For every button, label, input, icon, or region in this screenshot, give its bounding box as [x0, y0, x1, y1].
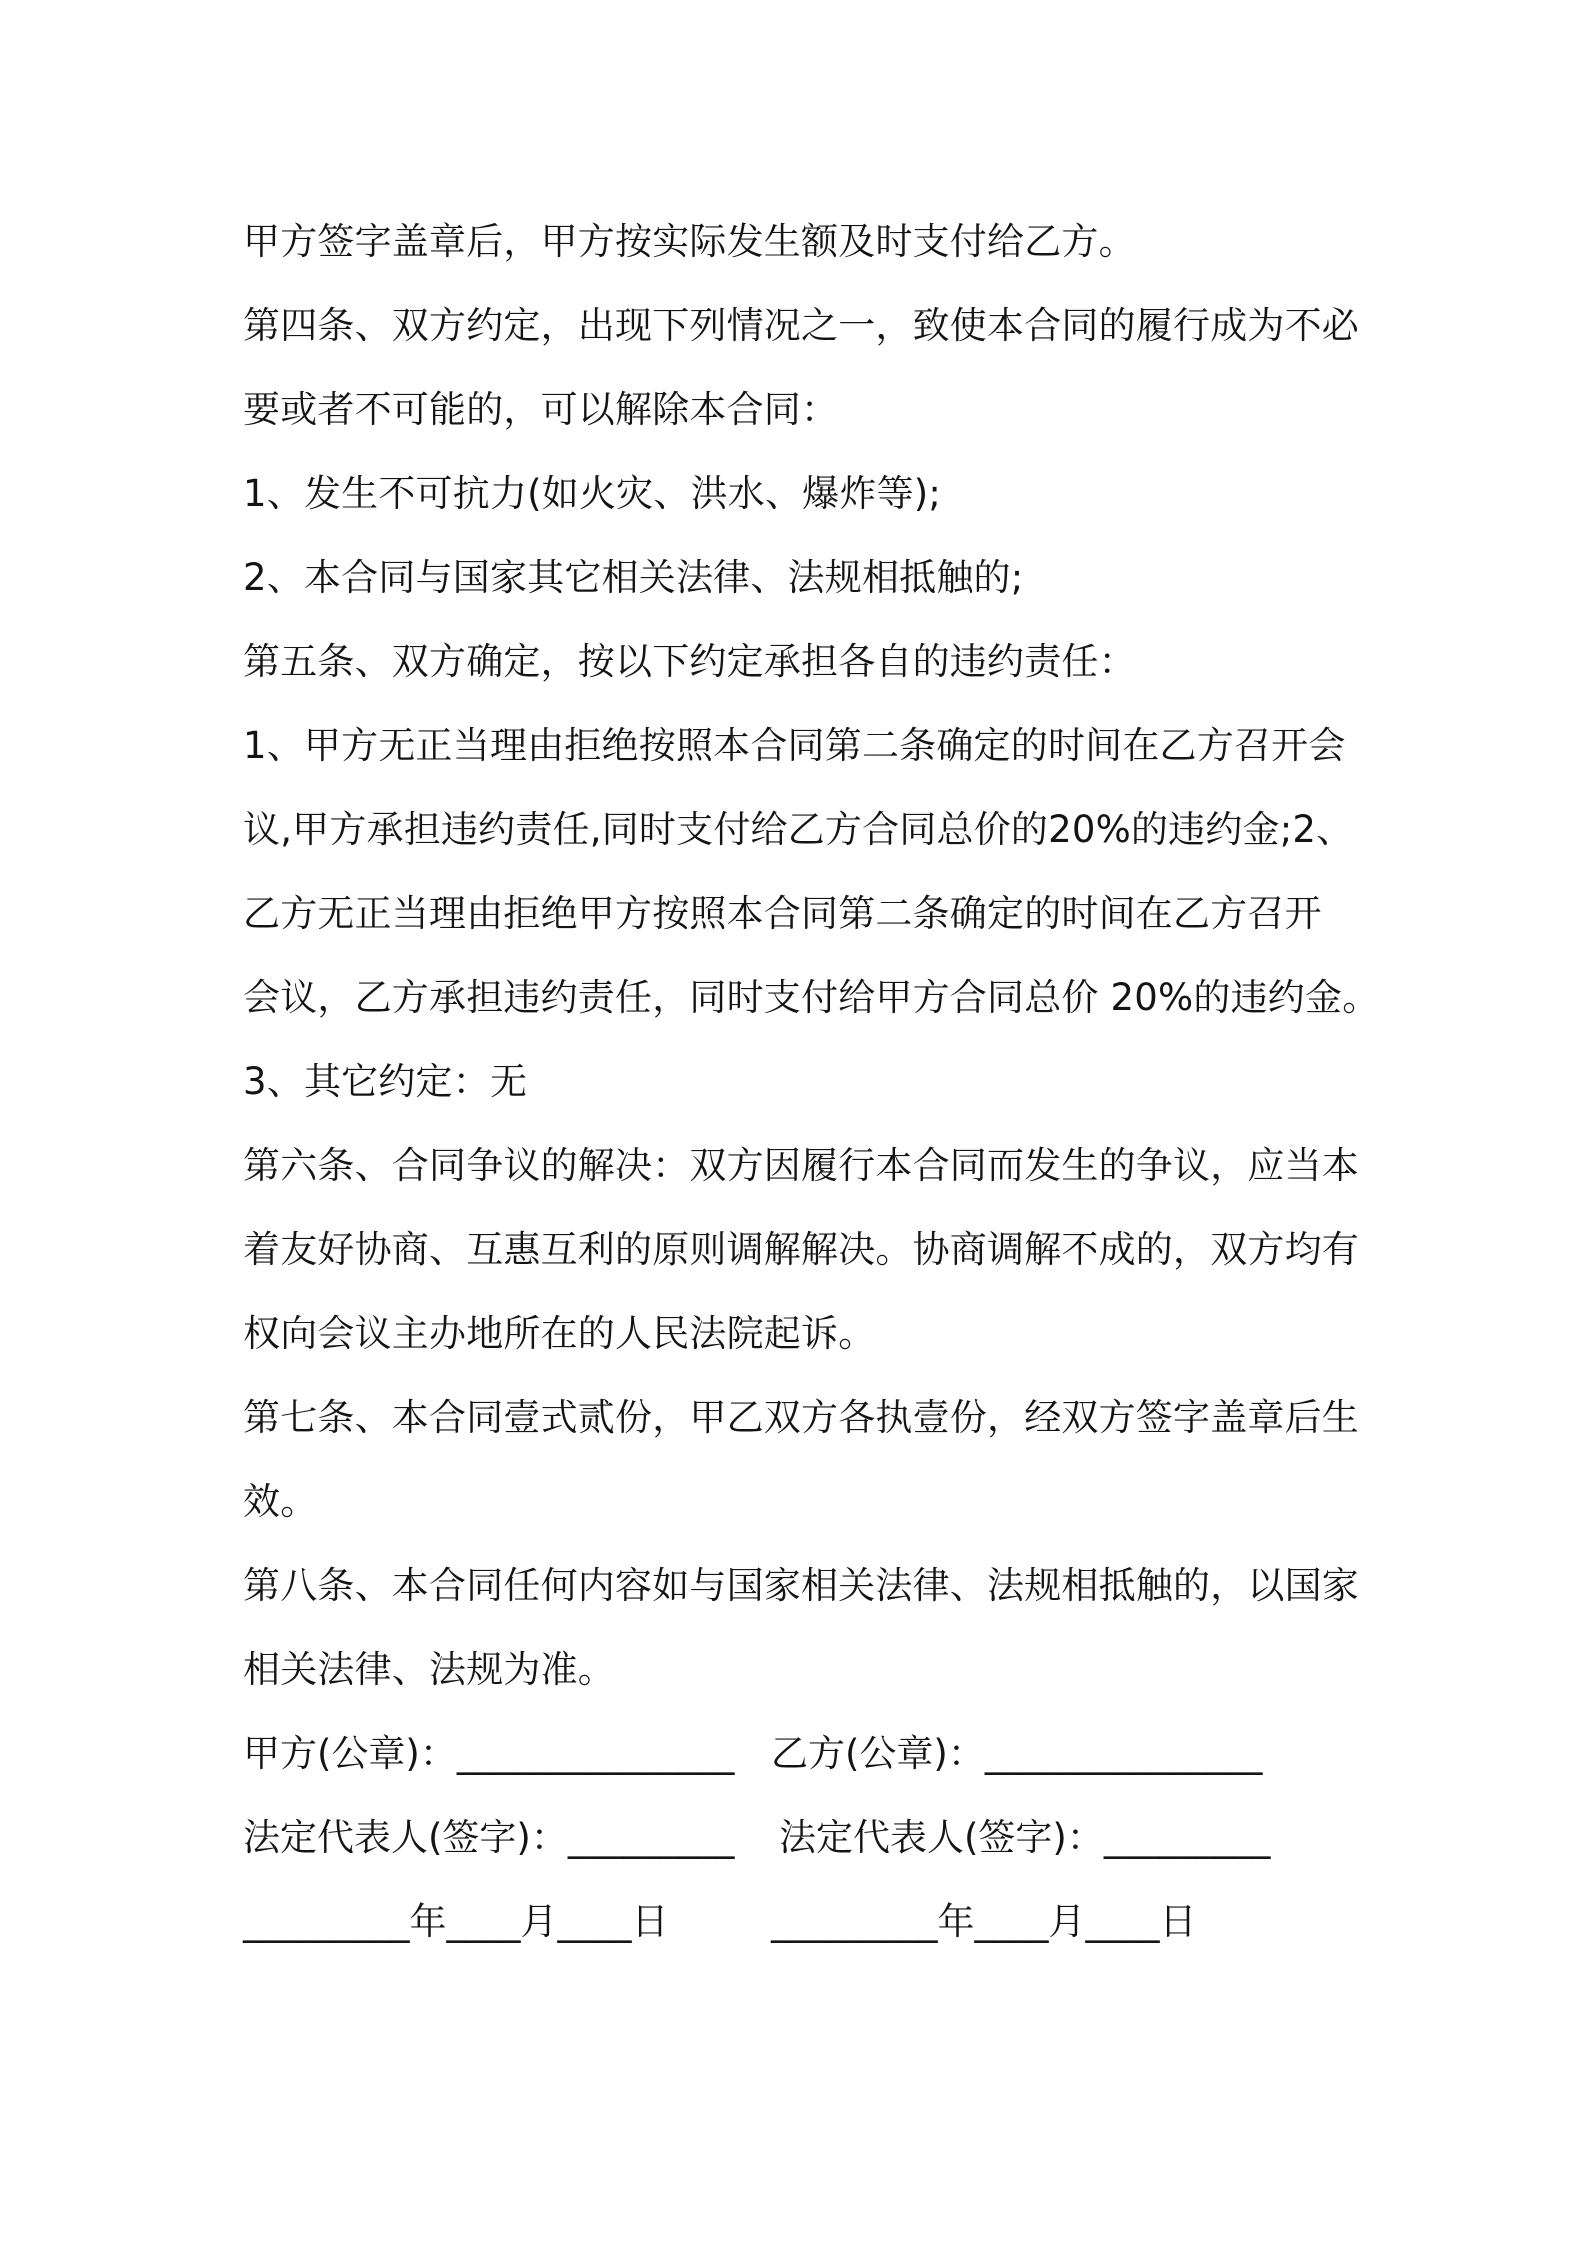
text-line: 会议，乙方承担违约责任，同时支付给甲方合同总价 20%的违约金。	[243, 976, 1380, 1019]
seal-row	[243, 1712, 1363, 1796]
text-line: 要或者不可能的，可以解除本合同：	[243, 388, 839, 431]
text-line: 第六条、合同争议的解决：双方因履行本合同而发生的争议，应当本	[243, 1144, 1359, 1187]
contract-body	[243, 200, 1380, 1964]
text-line: 乙方无正当理由拒绝甲方按照本合同第二条确定的时间在乙方召开	[243, 892, 1322, 935]
text-line: 第五条、双方确定，按以下约定承担各自的违约责任：	[243, 640, 1136, 683]
text-line: 议,甲方承担违约责任,同时支付给乙方合同总价的20%的违约金;2、	[243, 808, 1354, 851]
party-b-seal-field: 乙方(公章)：_______________	[771, 1732, 1263, 1775]
text-line: 甲方签字盖章后，甲方按实际发生额及时支付给乙方。	[243, 220, 1136, 263]
text-line: 3、其它约定：无	[243, 1060, 528, 1103]
party-b-date-field: _________年____月____日	[771, 1900, 1197, 1943]
text-line: 第七条、本合同壹式贰份，甲乙双方各执壹份，经双方签字盖章后生	[243, 1396, 1359, 1439]
text-line: 着友好协商、互惠互利的原则调解解决。协商调解不成的，双方均有	[243, 1228, 1359, 1271]
text-line: 权向会议主办地所在的人民法院起诉。	[243, 1312, 876, 1355]
text-line: 相关法律、法规为准。	[243, 1648, 615, 1691]
party-a-representative-field: 法定代表人(签字)：_________	[243, 1816, 735, 1859]
text-line: 效。	[243, 1480, 318, 1523]
text-line: 1、甲方无正当理由拒绝按照本合同第二条确定的时间在乙方召开会	[243, 724, 1346, 767]
party-a-date-field: _________年____月____日	[243, 1900, 669, 1943]
party-b-representative-field: 法定代表人(签字)：_________	[779, 1816, 1271, 1859]
representative-row	[243, 1796, 1363, 1880]
party-a-seal-field: 甲方(公章)：_______________	[243, 1732, 735, 1775]
text-line: 1、发生不可抗力(如火灾、洪水、爆炸等);	[243, 472, 942, 515]
text-line: 2、本合同与国家其它相关法律、法规相抵触的;	[243, 556, 1024, 599]
date-row	[243, 1880, 1363, 1964]
text-line: 第八条、本合同任何内容如与国家相关法律、法规相抵触的，以国家	[243, 1564, 1359, 1607]
text-line: 第四条、双方约定，出现下列情况之一，致使本合同的履行成为不必	[243, 304, 1359, 347]
